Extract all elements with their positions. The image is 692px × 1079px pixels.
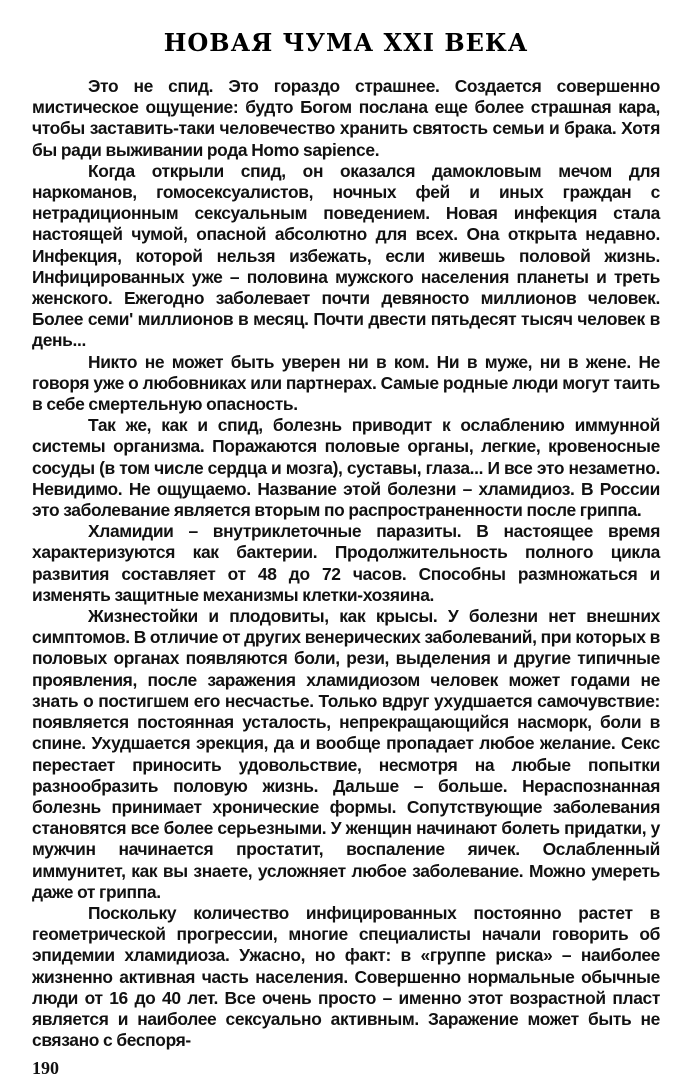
paragraph: Поскольку количество инфицированных постоянно растет в геометрической прогрессии, многие специалисты начали говорить об эпидемии хламидиоза. Ужасно, но факт: в «группе риска» – наиболее жизненно активная часть населения. Совершенно нормальные обычные люди от 16 до 40 лет. Все очень просто – именно этот возрастной пласт является и наиболее сексуально активным. Заражение может быть не связано с беспоря- <box>32 902 660 1051</box>
paragraph: Это не спид. Это гораздо страшнее. Создается совершенно мистическое ощущение: будто Богом послана еще более страшная кара, чтобы заставить-таки человечество хранить святость семьи и брака. Хотя бы ради выживании рода Homo sapience. <box>32 76 660 160</box>
paragraph: Так же, как и спид, болезнь приводит к ослаблению иммунной системы организма. Поражаются половые органы, легкие, кровеносные сосуды (в том числе сердца и мозга), суставы, глаза... И все это незаметно. Невидимо. Не ощущаемо. Название этой болезни – хламидиоз. В России это заболевание является вторым по распространенности после гриппа. <box>32 415 660 521</box>
body-text <box>32 76 660 1051</box>
chapter-title: НОВАЯ ЧУМА XXI ВЕКА <box>163 28 529 57</box>
paragraph: Никто не может быть уверен ни в ком. Ни в муже, ни в жене. Не говоря уже о любовниках или партнерах. Самые родные люди могут таить в себе смертельную опасность. <box>32 351 660 415</box>
page-number: 190 <box>32 1058 59 1079</box>
paragraph: Хламидии – внутриклеточные паразиты. В настоящее время характеризуются как бактерии. Продолжительность полного цикла развития составляет от 48 до 72 часов. Способны размножаться и изменять защитные механизмы клетки-хозяина. <box>32 521 660 605</box>
book-page <box>32 0 660 1079</box>
paragraph: Жизнестойки и плодовиты, как крысы. У болезни нет внешних симптомов. В отличие от других венерических заболеваний, при которых в половых органах появляются боли, рези, выделения и другие типичные проявления, после заражения хламидиозом человек может годами не знать о постигшем его несчастье. Только вдруг ухудшается самочувствие: появляется постоянная усталость, непрекращающийся насморк, боли в спине. Ухудшается эрекция, да и вообще пропадает любое желание. Секс перестает приносить удовольствие, несмотря на любые попытки разнообразить половую жизнь. Дальше – больше. Нераспознанная болезнь принимает хронические формы. Сопутствующие заболевания становятся все более серьезными. У женщин начинают болеть придатки, у мужчин начинается простатит, воспаление яичек. Ослабленный иммунитет, как вы знаете, усложняет любое заболевание. Можно умереть даже от гриппа. <box>32 606 660 902</box>
paragraph: Когда открыли спид, он оказался дамокловым мечом для наркоманов, гомосексуалистов, ночных фей и иных граждан с нетрадиционным сексуальным поведением. Новая инфекция стала настоящей чумой, опасной абсолютно для всех. Она открыта недавно. Инфекция, которой нельзя избежать, если живешь половой жизнь. Инфицированных уже – половина мужского населения планеты и треть женского. Ежегодно заболевает почти девяносто миллионов человек. Более семи' миллионов в месяц. Почти двести пятьдесят тысяч человек в день... <box>32 160 660 351</box>
